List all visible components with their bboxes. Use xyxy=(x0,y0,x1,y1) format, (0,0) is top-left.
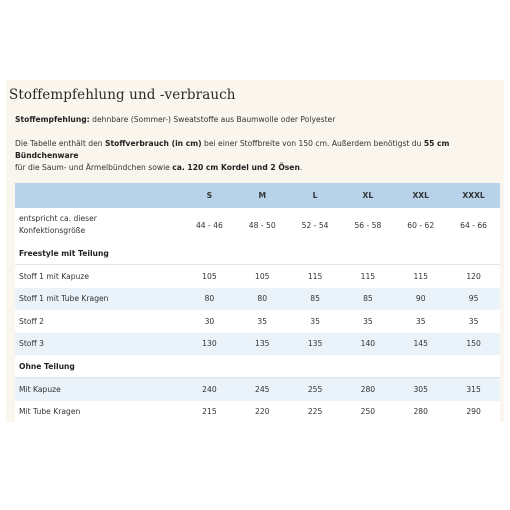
table-cell: 56 - 58 xyxy=(341,208,394,242)
row-label: Stoff 3 xyxy=(15,333,183,355)
size-header: XL xyxy=(341,183,394,208)
table-cell: 255 xyxy=(289,378,342,401)
table-cell: 35 xyxy=(341,310,394,332)
table-row xyxy=(15,333,500,355)
section-heading: Freestyle mit Teilung xyxy=(15,242,500,265)
table-cell: 90 xyxy=(394,288,447,310)
table-cell: 150 xyxy=(447,333,500,355)
table-row xyxy=(15,378,500,401)
table-cell: 85 xyxy=(289,288,342,310)
table-row xyxy=(15,401,500,423)
table-cell: 305 xyxy=(394,378,447,401)
table-cell: 60 - 62 xyxy=(394,208,447,242)
table-cell: 44 - 46 xyxy=(183,208,236,242)
info-text-4: . xyxy=(299,163,303,172)
header-empty-cell xyxy=(15,183,183,208)
table-cell: 52 - 54 xyxy=(289,208,342,242)
table-cell: 64 - 66 xyxy=(447,208,500,242)
size-header-row xyxy=(15,183,500,208)
table-cell: 35 xyxy=(236,310,289,332)
info-text-3: für die Saum- und Ärmelbündchen sowie xyxy=(15,163,173,172)
table-cell: 30 xyxy=(183,310,236,332)
table-cell: 145 xyxy=(394,333,447,355)
info-line-2 xyxy=(15,151,79,160)
row-label: Stoff 1 mit Kapuze xyxy=(15,265,183,288)
recommendation-label: Stoffempfehlung: xyxy=(15,115,90,124)
row-label: Stoff 1 mit Tube Kragen xyxy=(15,288,183,310)
table-cell: 140 xyxy=(341,333,394,355)
table-cell: 245 xyxy=(236,378,289,401)
table-cell: 240 xyxy=(183,378,236,401)
table-cell: 135 xyxy=(289,333,342,355)
row-label xyxy=(15,208,183,242)
table-cell: 115 xyxy=(289,265,342,288)
page-title: Stoffempfehlung und -verbrauch xyxy=(9,87,236,103)
table-cell: 85 xyxy=(341,288,394,310)
fabric-consumption-table xyxy=(15,183,500,423)
info-line-1 xyxy=(15,139,449,148)
table-row xyxy=(15,310,500,332)
conf-label-1: entspricht ca. dieser xyxy=(19,214,97,223)
table-cell: 105 xyxy=(236,265,289,288)
size-header: XXL xyxy=(394,183,447,208)
table-cell: 95 xyxy=(447,288,500,310)
size-header: L xyxy=(289,183,342,208)
table-cell: 280 xyxy=(341,378,394,401)
row-label: Stoff 2 xyxy=(15,310,183,332)
recommendation-text: dehnbare (Sommer-) Sweatstoffe aus Baumwolle oder Polyester xyxy=(92,115,336,124)
table-cell: 315 xyxy=(447,378,500,401)
table-cell: 220 xyxy=(236,401,289,423)
table-cell: 115 xyxy=(341,265,394,288)
info-text-2: bei einer Stoffbreite von 150 cm. Außerdem benötigst du xyxy=(201,139,424,148)
info-bold-ribbing: Bündchenware xyxy=(15,151,79,160)
table-cell: 35 xyxy=(289,310,342,332)
table-cell: 48 - 50 xyxy=(236,208,289,242)
section-heading: Ohne Teilung xyxy=(15,355,500,378)
table-cell: 250 xyxy=(341,401,394,423)
size-header: M xyxy=(236,183,289,208)
row-label: Mit Tube Kragen xyxy=(15,401,183,423)
table-cell: 130 xyxy=(183,333,236,355)
table-row xyxy=(15,288,500,310)
table-cell: 290 xyxy=(447,401,500,423)
table-cell: 135 xyxy=(236,333,289,355)
table-cell: 115 xyxy=(394,265,447,288)
table-cell: 80 xyxy=(236,288,289,310)
table-cell: 35 xyxy=(447,310,500,332)
recommendation-line xyxy=(15,115,335,124)
table-row-conf-size xyxy=(15,208,500,242)
table-row xyxy=(15,265,500,288)
info-bold-55cm: 55 cm xyxy=(423,139,450,148)
info-bold-consumption: Stoffverbrauch (in cm) xyxy=(105,139,202,148)
size-header: XXXL xyxy=(447,183,500,208)
table-cell: 215 xyxy=(183,401,236,423)
section-heading-row xyxy=(15,242,500,265)
section-heading-row xyxy=(15,355,500,378)
table-cell: 280 xyxy=(394,401,447,423)
table-cell: 80 xyxy=(183,288,236,310)
table-cell: 35 xyxy=(394,310,447,332)
table-cell: 120 xyxy=(447,265,500,288)
table-cell: 105 xyxy=(183,265,236,288)
row-label: Mit Kapuze xyxy=(15,378,183,401)
info-text-1: Die Tabelle enthält den xyxy=(15,139,106,148)
conf-label-2: Konfektionsgröße xyxy=(19,226,86,235)
table-cell: 225 xyxy=(289,401,342,423)
info-bold-cord: ca. 120 cm Kordel und 2 Ösen xyxy=(172,163,300,172)
size-header: S xyxy=(183,183,236,208)
info-line-3 xyxy=(15,163,302,172)
